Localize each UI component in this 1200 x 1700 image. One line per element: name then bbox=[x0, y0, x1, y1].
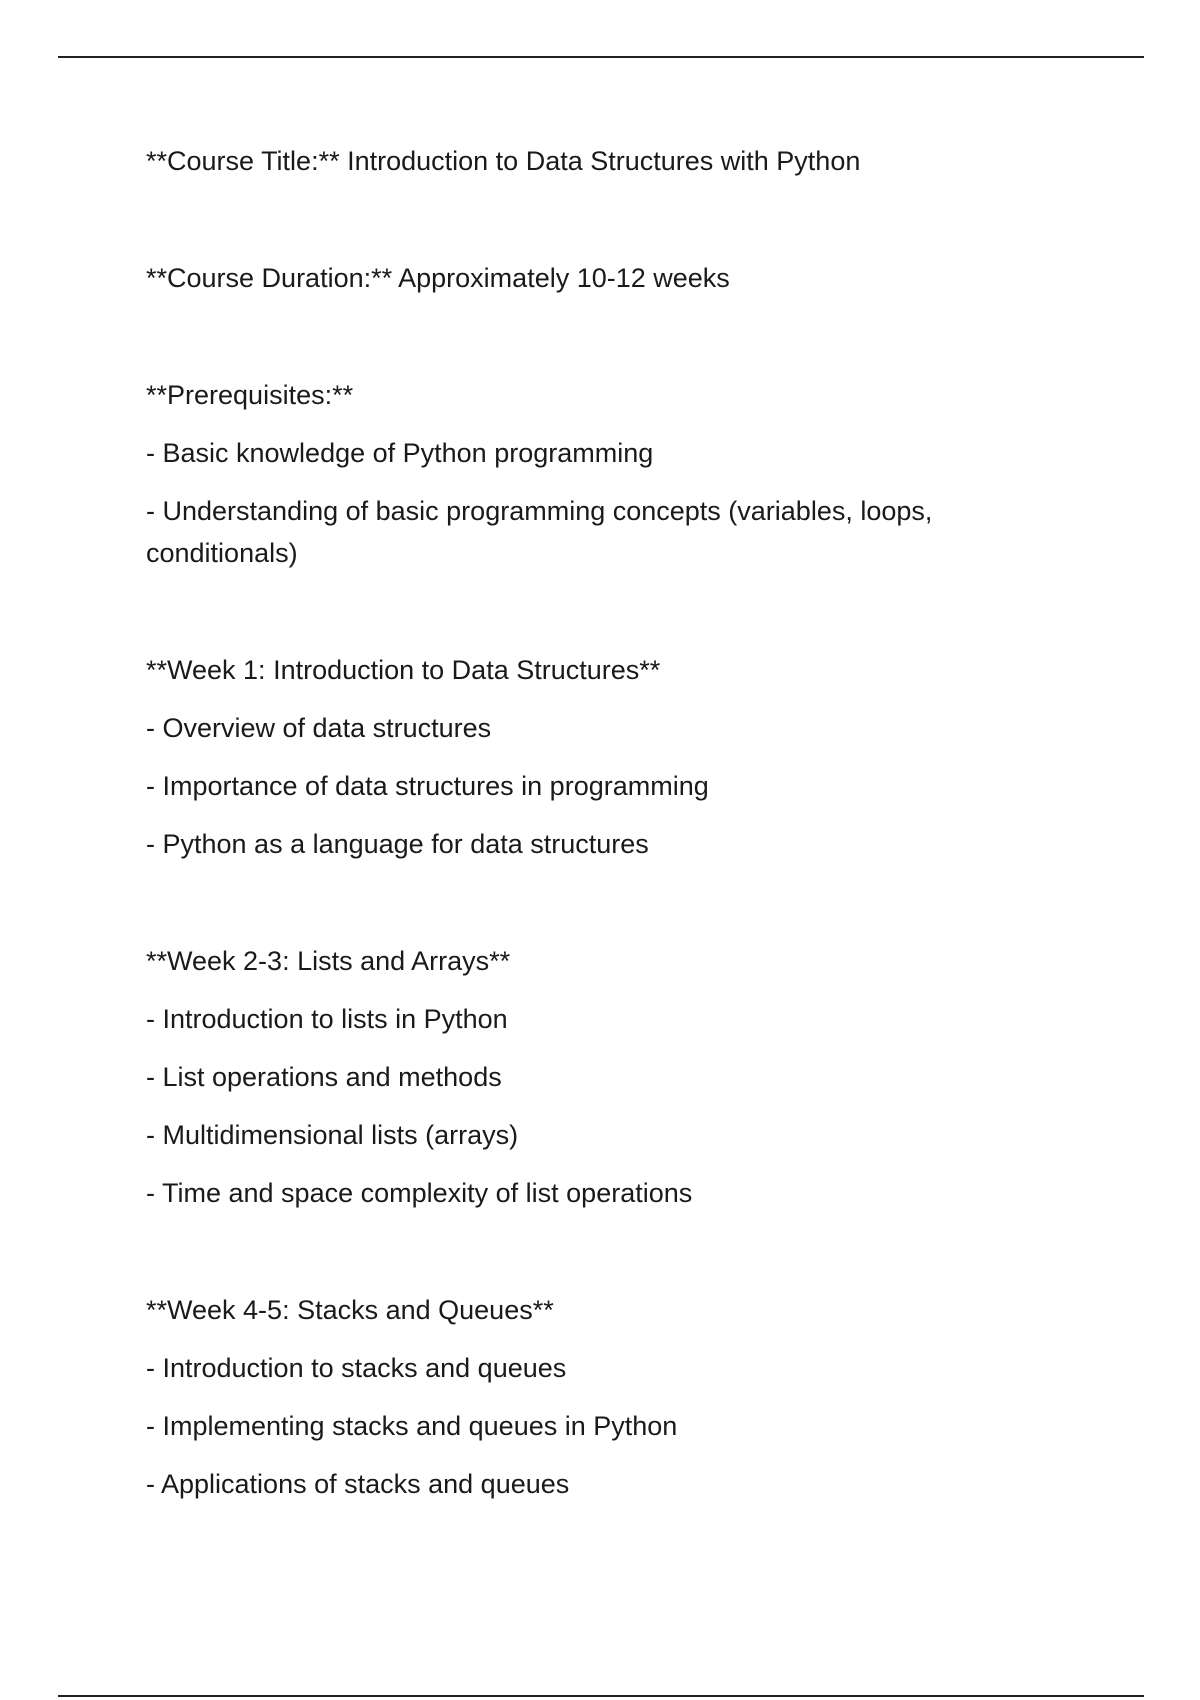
list-item: - Implementing stacks and queues in Python bbox=[146, 1411, 678, 1441]
spacer bbox=[146, 198, 1026, 257]
spacer bbox=[146, 1230, 1026, 1289]
spacer bbox=[146, 315, 1026, 374]
list-item: - Introduction to stacks and queues bbox=[146, 1353, 567, 1383]
week-4-5-section bbox=[146, 1289, 1026, 1505]
prerequisites-section bbox=[146, 374, 1026, 574]
list-item: - Importance of data structures in programming bbox=[146, 771, 709, 801]
list-item: - Introduction to lists in Python bbox=[146, 1004, 508, 1034]
list-item: - Overview of data structures bbox=[146, 713, 492, 743]
header-rule bbox=[58, 56, 1144, 58]
course-duration-line: **Course Duration:** Approximately 10-12 weeks bbox=[146, 263, 730, 293]
week-2-3-section bbox=[146, 940, 1026, 1214]
spacer bbox=[146, 590, 1026, 649]
list-item: - Time and space complexity of list operations bbox=[146, 1178, 693, 1208]
list-item: - Python as a language for data structures bbox=[146, 829, 649, 859]
prerequisites-heading: **Prerequisites:** bbox=[146, 380, 354, 410]
course-title-line: **Course Title:** Introduction to Data Structures with Python bbox=[146, 146, 861, 176]
list-item: - Basic knowledge of Python programming bbox=[146, 438, 654, 468]
week-heading: **Week 2-3: Lists and Arrays** bbox=[146, 946, 511, 976]
list-item: - List operations and methods bbox=[146, 1062, 502, 1092]
list-item: - Applications of stacks and queues bbox=[146, 1469, 570, 1499]
spacer bbox=[146, 881, 1026, 940]
week-1-section bbox=[146, 649, 1026, 865]
week-heading: **Week 1: Introduction to Data Structures** bbox=[146, 655, 661, 685]
week-heading: **Week 4-5: Stacks and Queues** bbox=[146, 1295, 554, 1325]
footer-rule bbox=[58, 1695, 1144, 1697]
document-body bbox=[146, 140, 1026, 1521]
list-item: - Multidimensional lists (arrays) bbox=[146, 1120, 519, 1150]
list-item: - Understanding of basic programming concepts (variables, loops, conditionals) bbox=[146, 496, 933, 568]
